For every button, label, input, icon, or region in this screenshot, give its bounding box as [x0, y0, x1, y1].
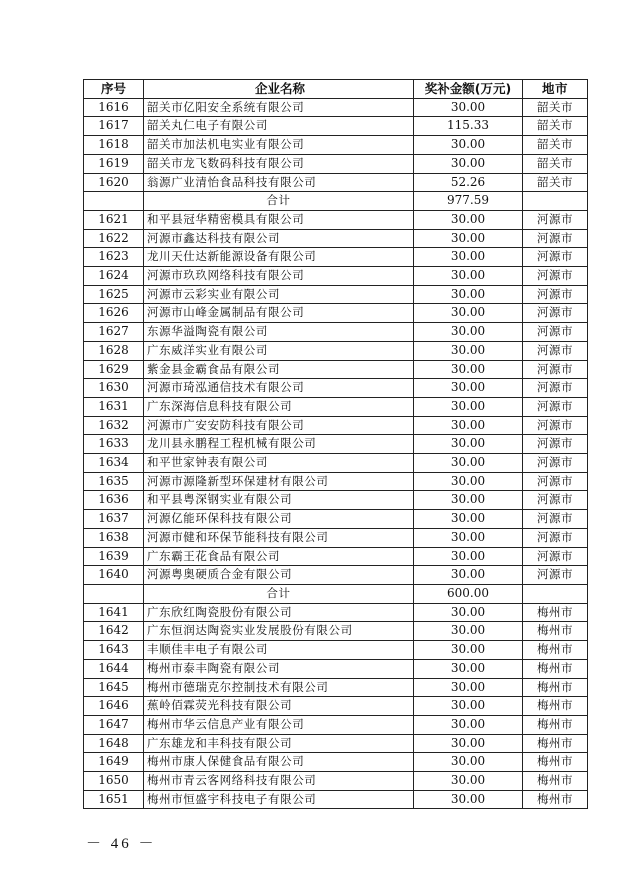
award-amount: 30.00	[414, 603, 523, 622]
city-name: 韶关市	[523, 136, 588, 155]
row-number: 1633	[84, 435, 144, 454]
company-name: 梅州市青云客网络科技有限公司	[144, 772, 414, 791]
award-amount: 30.00	[414, 697, 523, 716]
award-amount: 30.00	[414, 341, 523, 360]
row-number: 1643	[84, 641, 144, 660]
city-name: 河源市	[523, 323, 588, 342]
row-number: 1616	[84, 98, 144, 117]
award-table	[83, 79, 588, 809]
row-number: 1642	[84, 622, 144, 641]
city-name: 梅州市	[523, 772, 588, 791]
city-name: 河源市	[523, 510, 588, 529]
city-name: 河源市	[523, 416, 588, 435]
row-number: 1644	[84, 659, 144, 678]
table-body	[84, 98, 588, 809]
row-number: 1623	[84, 248, 144, 267]
company-name: 龙川天仕达新能源设备有限公司	[144, 248, 414, 267]
row-number: 1636	[84, 491, 144, 510]
city-name: 河源市	[523, 210, 588, 229]
city-name: 河源市	[523, 397, 588, 416]
table-row	[84, 603, 588, 622]
table-row	[84, 435, 588, 454]
award-amount: 30.00	[414, 734, 523, 753]
row-number: 1634	[84, 454, 144, 473]
company-name: 紫金县金霸食品有限公司	[144, 360, 414, 379]
company-name: 蕉岭佰霖荧光科技有限公司	[144, 697, 414, 716]
subtotal-row	[84, 192, 588, 211]
table-row	[84, 678, 588, 697]
company-name: 广东雄龙和丰科技有限公司	[144, 734, 414, 753]
table-row	[84, 697, 588, 716]
city-name: 河源市	[523, 229, 588, 248]
award-amount: 30.00	[414, 678, 523, 697]
table-row	[84, 117, 588, 136]
row-number: 1641	[84, 603, 144, 622]
award-amount: 30.00	[414, 790, 523, 809]
city-name: 河源市	[523, 285, 588, 304]
city-name: 梅州市	[523, 790, 588, 809]
row-number: 1622	[84, 229, 144, 248]
company-name: 河源市鑫达科技有限公司	[144, 229, 414, 248]
city-name: 韶关市	[523, 154, 588, 173]
header-city: 地市	[523, 80, 588, 99]
table-row	[84, 753, 588, 772]
company-name: 韶关市龙飞数码科技有限公司	[144, 154, 414, 173]
award-amount: 30.00	[414, 566, 523, 585]
header-no: 序号	[84, 80, 144, 99]
table-row	[84, 136, 588, 155]
row-number: 1646	[84, 697, 144, 716]
city-name: 梅州市	[523, 753, 588, 772]
table-row	[84, 790, 588, 809]
city-name: 梅州市	[523, 734, 588, 753]
row-number: 1648	[84, 734, 144, 753]
award-amount: 30.00	[414, 772, 523, 791]
city-name: 梅州市	[523, 641, 588, 660]
award-amount: 30.00	[414, 379, 523, 398]
table-row	[84, 547, 588, 566]
row-number: 1638	[84, 528, 144, 547]
table-row	[84, 304, 588, 323]
row-number: 1628	[84, 341, 144, 360]
award-amount: 115.33	[414, 117, 523, 136]
subtotal-amount: 600.00	[414, 584, 523, 603]
city-name: 韶关市	[523, 98, 588, 117]
company-name: 龙川县永鹏程工程机械有限公司	[144, 435, 414, 454]
company-name: 韶关市亿阳安全系统有限公司	[144, 98, 414, 117]
subtotal-label: 合计	[144, 584, 414, 603]
row-number: 1640	[84, 566, 144, 585]
city-name: 梅州市	[523, 715, 588, 734]
company-name: 翁源广业清怡食品科技有限公司	[144, 173, 414, 192]
company-name: 河源市源隆新型环保建材有限公司	[144, 472, 414, 491]
table-header-row	[84, 80, 588, 99]
company-name: 东源华溢陶瓷有限公司	[144, 323, 414, 342]
company-name: 梅州市华云信息产业有限公司	[144, 715, 414, 734]
award-amount: 30.00	[414, 528, 523, 547]
award-amount: 30.00	[414, 472, 523, 491]
company-name: 和平县粤深钢实业有限公司	[144, 491, 414, 510]
award-amount: 30.00	[414, 360, 523, 379]
award-amount: 30.00	[414, 285, 523, 304]
row-number: 1629	[84, 360, 144, 379]
row-number: 1650	[84, 772, 144, 791]
award-amount: 30.00	[414, 454, 523, 473]
city-name: 梅州市	[523, 678, 588, 697]
award-amount: 30.00	[414, 98, 523, 117]
city-name: 河源市	[523, 566, 588, 585]
table-row	[84, 734, 588, 753]
row-number: 1621	[84, 210, 144, 229]
table-row	[84, 229, 588, 248]
company-name: 梅州市德瑞克尔控制技术有限公司	[144, 678, 414, 697]
row-number: 1637	[84, 510, 144, 529]
award-amount: 30.00	[414, 435, 523, 454]
company-name: 河源粤奥硬质合金有限公司	[144, 566, 414, 585]
subtotal-empty-cell	[84, 584, 144, 603]
company-name: 河源市云彩实业有限公司	[144, 285, 414, 304]
table-row	[84, 491, 588, 510]
award-amount: 30.00	[414, 416, 523, 435]
city-name: 河源市	[523, 248, 588, 267]
company-name: 广东霸王花食品有限公司	[144, 547, 414, 566]
table-row	[84, 472, 588, 491]
award-amount: 30.00	[414, 641, 523, 660]
award-amount: 52.26	[414, 173, 523, 192]
city-name: 梅州市	[523, 697, 588, 716]
award-amount: 30.00	[414, 715, 523, 734]
table-row	[84, 772, 588, 791]
row-number: 1639	[84, 547, 144, 566]
company-name: 河源市健和环保节能科技有限公司	[144, 528, 414, 547]
page-number: － 46 －	[86, 836, 157, 852]
table-row	[84, 622, 588, 641]
row-number: 1651	[84, 790, 144, 809]
row-number: 1627	[84, 323, 144, 342]
row-number: 1617	[84, 117, 144, 136]
table-row	[84, 285, 588, 304]
table-row	[84, 267, 588, 286]
table-row	[84, 659, 588, 678]
subtotal-amount: 977.59	[414, 192, 523, 211]
city-name: 河源市	[523, 360, 588, 379]
table-row	[84, 323, 588, 342]
award-amount: 30.00	[414, 510, 523, 529]
table-row	[84, 360, 588, 379]
city-name: 河源市	[523, 341, 588, 360]
company-name: 丰顺佳丰电子有限公司	[144, 641, 414, 660]
row-number: 1649	[84, 753, 144, 772]
header-amount: 奖补金额(万元)	[414, 80, 523, 99]
row-number: 1631	[84, 397, 144, 416]
row-number: 1620	[84, 173, 144, 192]
company-name: 梅州市康人保健食品有限公司	[144, 753, 414, 772]
row-number: 1625	[84, 285, 144, 304]
award-amount: 30.00	[414, 136, 523, 155]
company-name: 河源市广安安防科技有限公司	[144, 416, 414, 435]
award-amount: 30.00	[414, 229, 523, 248]
award-amount: 30.00	[414, 154, 523, 173]
company-name: 广东深海信息科技有限公司	[144, 397, 414, 416]
header-company-name: 企业名称	[144, 80, 414, 99]
company-name: 和平世家钟表有限公司	[144, 454, 414, 473]
company-name: 河源亿能环保科技有限公司	[144, 510, 414, 529]
company-name: 河源市山峰金属制品有限公司	[144, 304, 414, 323]
company-name: 和平县冠华精密模具有限公司	[144, 210, 414, 229]
row-number: 1630	[84, 379, 144, 398]
row-number: 1645	[84, 678, 144, 697]
company-name: 梅州市泰丰陶瓷有限公司	[144, 659, 414, 678]
city-name: 河源市	[523, 267, 588, 286]
table-row	[84, 248, 588, 267]
table-row	[84, 173, 588, 192]
table-row	[84, 454, 588, 473]
row-number: 1618	[84, 136, 144, 155]
row-number: 1626	[84, 304, 144, 323]
award-amount: 30.00	[414, 323, 523, 342]
subtotal-empty-cell	[84, 192, 144, 211]
award-amount: 30.00	[414, 491, 523, 510]
row-number: 1647	[84, 715, 144, 734]
row-number: 1619	[84, 154, 144, 173]
company-name: 韶关丸仁电子有限公司	[144, 117, 414, 136]
row-number: 1624	[84, 267, 144, 286]
city-name: 梅州市	[523, 622, 588, 641]
award-amount: 30.00	[414, 622, 523, 641]
table-row	[84, 397, 588, 416]
table-row	[84, 341, 588, 360]
city-name: 河源市	[523, 491, 588, 510]
table-row	[84, 715, 588, 734]
company-name: 河源市琦泓通信技术有限公司	[144, 379, 414, 398]
company-name: 韶关市加法机电实业有限公司	[144, 136, 414, 155]
table-row	[84, 510, 588, 529]
row-number: 1632	[84, 416, 144, 435]
subtotal-city-empty	[523, 192, 588, 211]
company-name: 广东恒润达陶瓷实业发展股份有限公司	[144, 622, 414, 641]
table-row	[84, 379, 588, 398]
company-name: 河源市玖玖网络科技有限公司	[144, 267, 414, 286]
award-amount: 30.00	[414, 304, 523, 323]
award-amount: 30.00	[414, 210, 523, 229]
table-row	[84, 210, 588, 229]
row-number: 1635	[84, 472, 144, 491]
city-name: 梅州市	[523, 659, 588, 678]
company-name: 广东威洋实业有限公司	[144, 341, 414, 360]
subtotal-label: 合计	[144, 192, 414, 211]
city-name: 河源市	[523, 435, 588, 454]
table-row	[84, 566, 588, 585]
city-name: 梅州市	[523, 603, 588, 622]
city-name: 韶关市	[523, 173, 588, 192]
city-name: 河源市	[523, 379, 588, 398]
table-row	[84, 416, 588, 435]
table-row	[84, 528, 588, 547]
award-amount: 30.00	[414, 267, 523, 286]
award-amount: 30.00	[414, 659, 523, 678]
city-name: 河源市	[523, 547, 588, 566]
table-row	[84, 641, 588, 660]
company-name: 梅州市恒盛宇科技电子有限公司	[144, 790, 414, 809]
award-amount: 30.00	[414, 547, 523, 566]
table-row	[84, 154, 588, 173]
subtotal-city-empty	[523, 584, 588, 603]
city-name: 河源市	[523, 528, 588, 547]
city-name: 韶关市	[523, 117, 588, 136]
company-name: 广东欣红陶瓷股份有限公司	[144, 603, 414, 622]
table-row	[84, 98, 588, 117]
subtotal-row	[84, 584, 588, 603]
city-name: 河源市	[523, 304, 588, 323]
award-amount: 30.00	[414, 753, 523, 772]
city-name: 河源市	[523, 472, 588, 491]
award-amount: 30.00	[414, 248, 523, 267]
award-amount: 30.00	[414, 397, 523, 416]
city-name: 河源市	[523, 454, 588, 473]
